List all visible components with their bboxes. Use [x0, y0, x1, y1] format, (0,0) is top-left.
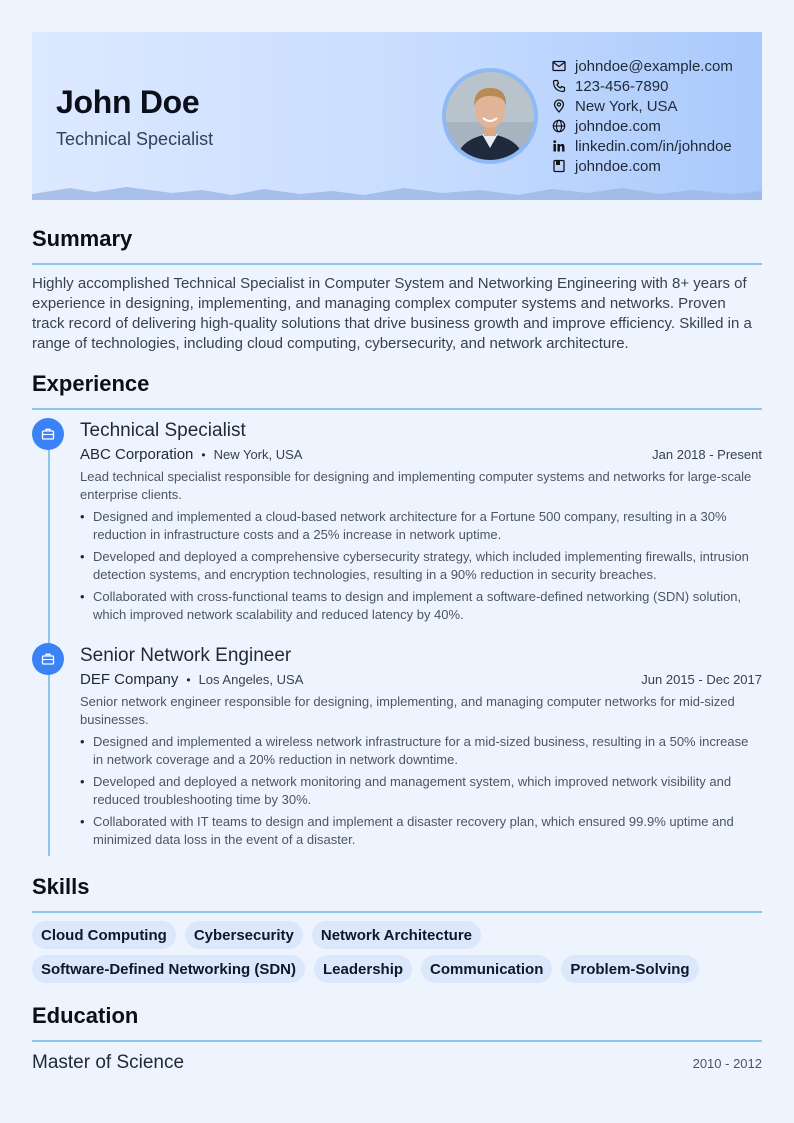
candidate-title: Technical Specialist	[56, 129, 214, 149]
phone-icon	[552, 79, 566, 93]
education-entry	[32, 1052, 762, 1074]
briefcase-icon	[41, 652, 55, 666]
contact-email[interactable]: johndoe@example.com	[552, 56, 733, 76]
skill-chip: Software-Defined Networking (SDN)	[32, 955, 305, 983]
list-item: • Developed and deployed a network monitoring and management system, which improved network visibility and reduced troubleshooting time by 30%.	[80, 773, 762, 809]
avatar	[446, 72, 534, 160]
list-item: • Designed and implemented a wireless network infrastructure for a mid-sized business, resulting in a 50% increase in network coverage and a 20% reduction in network downtime.	[80, 733, 762, 769]
experience-heading: Experience	[32, 371, 150, 396]
resume-header	[32, 32, 762, 200]
contact-linkedin[interactable]: linkedin.com/in/johndoe	[552, 136, 733, 156]
profile-photo	[442, 68, 538, 164]
contact-location: New York, USA	[552, 96, 733, 116]
job-dates: Jan 2018 - Present	[652, 447, 762, 462]
skills-list	[32, 921, 762, 983]
header-wave-decoration	[32, 184, 762, 200]
summary-text: Highly accomplished Technical Specialist in Computer System and Networking Engineering with 8+ years of experience in designing, implementing, and managing complex computer systems and networks. Proven track record of delivering high-quality solutions that drive business growth and improve efficiency. Skilled in a range of technologies, including cloud computing, cybersecurity, and network architecture.	[32, 275, 752, 352]
contact-website[interactable]: johndoe.com	[552, 116, 733, 136]
job-entry	[80, 645, 762, 853]
job-description: Lead technical specialist responsible for designing and implementing computer systems and networks for large-scale enterprise clients.	[80, 469, 752, 502]
job-meta	[80, 446, 762, 468]
skill-chip: Leadership	[314, 955, 412, 983]
contact-list	[552, 56, 733, 176]
list-item: • Designed and implemented a cloud-based network architecture for a Fortune 500 company, resulting in a 30% reduction in infrastructure costs and a 25% increase in network uptime.	[80, 508, 762, 544]
portfolio-icon	[552, 159, 566, 173]
experience-divider	[32, 408, 762, 410]
education-heading: Education	[32, 1003, 139, 1028]
degree-name: Master of Science	[32, 1052, 185, 1073]
skills-heading: Skills	[32, 874, 90, 899]
job-marker	[32, 643, 64, 675]
summary-heading: Summary	[32, 226, 133, 251]
education-dates: 2010 - 2012	[692, 1055, 762, 1071]
education-divider	[32, 1040, 762, 1042]
job-company: DEF Company	[80, 671, 179, 688]
separator-dot: •	[201, 448, 206, 462]
job-dates: Jun 2015 - Dec 2017	[641, 672, 762, 687]
briefcase-icon	[41, 427, 55, 441]
job-marker	[32, 418, 64, 450]
job-company: ABC Corporation	[80, 446, 194, 463]
job-location: Los Angeles, USA	[198, 672, 304, 687]
candidate-name: John Doe	[56, 84, 200, 120]
mail-icon	[552, 59, 566, 73]
job-achievements	[80, 733, 762, 849]
skill-chip: Problem-Solving	[561, 955, 698, 983]
job-meta	[80, 671, 762, 693]
list-item: • Collaborated with IT teams to design and implement a disaster recovery plan, which ensured 99.9% uptime and minimized data loss in the event of a disaster.	[80, 813, 762, 849]
skill-chip: Network Architecture	[312, 921, 481, 949]
skills-divider	[32, 911, 762, 913]
separator-dot: •	[186, 673, 191, 687]
job-description: Senior network engineer responsible for designing, implementing, and managing computer networks for mid-sized businesses.	[80, 694, 735, 727]
globe-icon	[552, 119, 566, 133]
summary-divider	[32, 263, 762, 265]
list-item: • Developed and deployed a comprehensive cybersecurity strategy, which included implementing firewalls, intrusion detection systems, and encryption technologies, resulting in a 90% reduction in security breaches.	[80, 548, 762, 584]
skill-chip: Cybersecurity	[185, 921, 303, 949]
job-entry	[80, 420, 762, 628]
contact-portfolio[interactable]: johndoe.com	[552, 156, 733, 176]
job-location: New York, USA	[213, 447, 303, 462]
job-title: Senior Network Engineer	[80, 645, 292, 666]
list-item: • Collaborated with cross-functional teams to design and implement a software-defined networking (SDN) solution, which improved network scalability and reduced latency by 40%.	[80, 588, 762, 624]
linkedin-icon	[552, 139, 566, 153]
skill-chip: Communication	[421, 955, 552, 983]
job-title: Technical Specialist	[80, 420, 246, 441]
job-achievements	[80, 508, 762, 624]
skill-chip: Cloud Computing	[32, 921, 176, 949]
contact-phone[interactable]: 123-456-7890	[552, 76, 733, 96]
location-pin-icon	[552, 99, 566, 113]
